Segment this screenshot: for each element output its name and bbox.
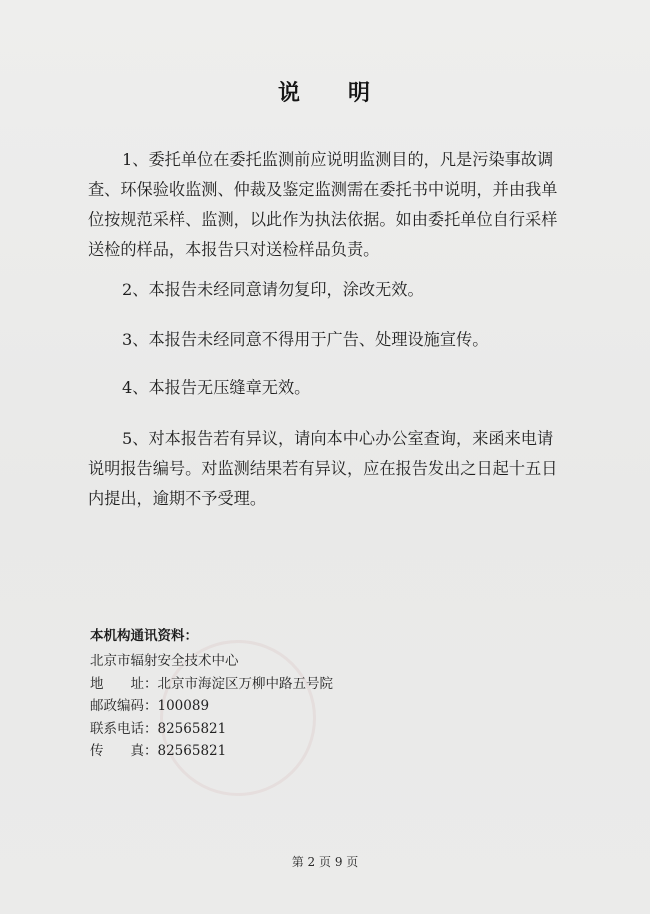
page-title [0,76,650,107]
postcode-value: 100089 [157,698,210,714]
organization-name: 北京市辐射安全技术中心 [90,653,239,669]
address-row [90,673,333,696]
address-value: 北京市海淀区万柳中路五号院 [157,675,333,692]
note-paragraph-3-text: 3、本报告未经同意不得用于广告、处理设施宣传。 [122,330,489,349]
note-paragraph-4-text: 4、本报告无压缝章无效。 [122,378,311,397]
title-char-1: 说 [277,81,302,106]
note-paragraph-2-text: 2、本报告未经同意请勿复印，涂改无效。 [122,280,424,299]
note-paragraph-5-text: 5、对本报告若有异议，请向本中心办公室查询，来函来电请说明报告编号。对监测结果若有异议，应在报告发出之日起十五日内提出，逾期不予受理。 [88,429,558,508]
note-paragraph-2 [88,275,558,305]
page-number: 第 2 页 9 页 [291,855,359,869]
note-paragraph-5 [88,424,558,514]
fax-value: 82565821 [157,743,227,759]
fax-row [90,740,333,763]
contact-heading: 本机构通讯资料： [90,628,198,644]
fax-label: 传 真： [90,743,158,759]
postcode-row [90,695,333,718]
contact-info-block [90,624,333,763]
note-paragraph-1 [88,145,558,265]
title-char-2: 明 [348,81,373,106]
note-paragraph-4 [88,373,558,403]
note-paragraph-1-text: 1、委托单位在委托监测前应说明监测目的，凡是污染事故调查、环保验收监测、仲裁及鉴定监测需在委托书中说明，并由我单位按规范采样、监测，以此作为执法依据。如由委托单位自行采样送检的样品，本报告只对送检样品负责。 [88,150,558,259]
phone-row [90,718,333,741]
postcode-label: 邮政编码： [90,698,158,714]
address-label: 地 址： [90,675,158,692]
note-paragraph-3 [88,325,558,355]
phone-value: 82565821 [157,720,227,737]
phone-label: 联系电话： [90,720,158,737]
